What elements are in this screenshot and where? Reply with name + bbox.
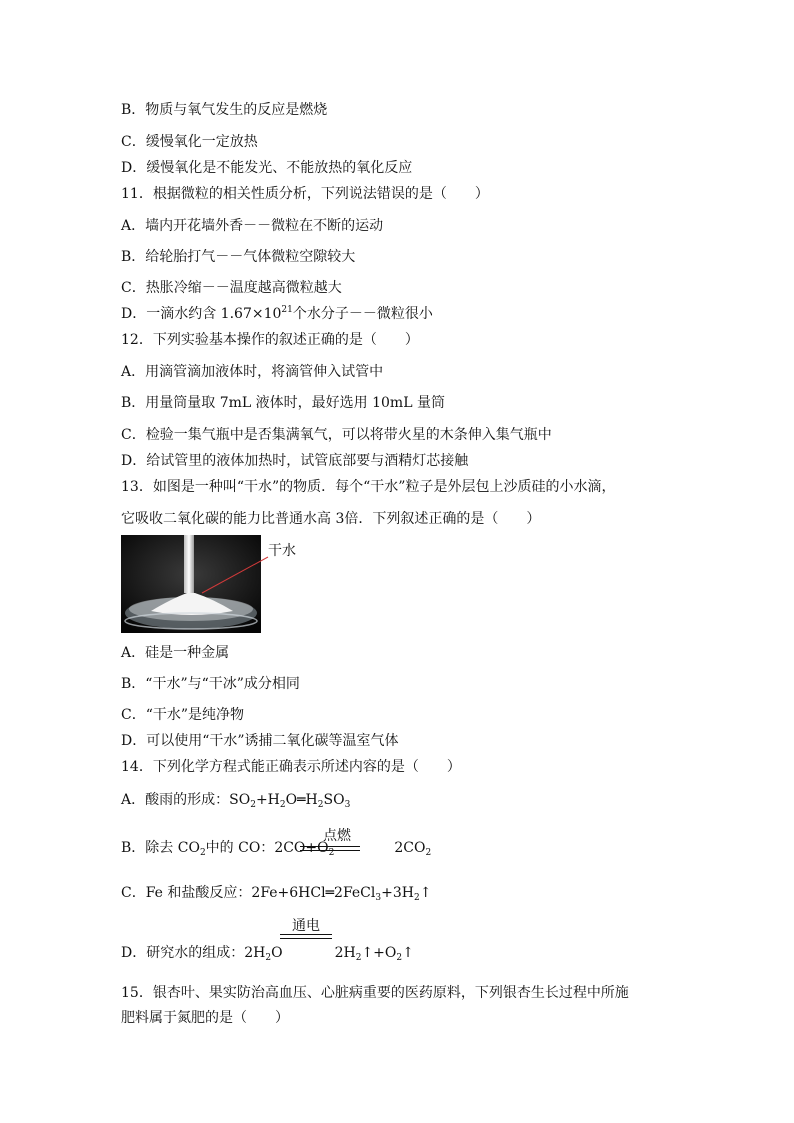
q14a-equation: $SO_2+H_2O═H_2SO_3$ (229, 792, 351, 810)
q12-option-c: C．检验一集气瓶中是否集满氧气，可以将带火星的木条伸入集气瓶中 (121, 427, 552, 443)
q13-option-d: D．可以使用“干水”诱捕二氧化碳等温室气体 (121, 733, 399, 749)
q14-option-b (121, 838, 431, 858)
q14d-reactant: $2H_2O$ (244, 945, 283, 963)
q14d-condition: 通电 (292, 918, 320, 934)
q13-option-b: B．“干水”与“干冰”成分相同 (121, 676, 300, 692)
photo-label: 干水 (268, 543, 296, 559)
q14d-label: D．研究水的组成： (121, 945, 245, 961)
q14-option-c (121, 883, 431, 903)
q14a-label: A．酸雨的形成： (121, 792, 230, 808)
q12-option-b: B．用量筒量取 7mL 液体时，最好选用 10mL 量筒 (121, 395, 445, 411)
q14c-label: C．Fe 和盐酸反应： (121, 885, 252, 901)
q11d-exponent: 21 (281, 305, 293, 315)
q14b-condition: 点燃 (323, 828, 351, 844)
q11-option-d (121, 304, 433, 324)
q14b-reactants: $2CO+O_2$ (274, 840, 335, 858)
label-pointer-line (200, 555, 270, 595)
question-14: 14．下列化学方程式能正确表示所述内容的是（ ） (121, 759, 461, 775)
question-13-line2: 它吸收二氧化碳的能力比普通水高 3倍．下列叙述正确的是（ ） (121, 511, 541, 527)
question-15-line2: 肥料属于氮肥的是（ ） (121, 1010, 289, 1026)
option-c-text: C．缓慢氧化一定放热 (121, 134, 258, 150)
q13-option-a: A．硅是一种金属 (121, 645, 230, 661)
question-15-line1: 15．银杏叶、果实防治高血压、心脏病重要的医药原料，下列银杏生长过程中所施 (121, 985, 629, 1001)
option-b-text: B．物质与氧气发生的反应是燃烧 (121, 102, 328, 118)
q12-option-a: A．用滴管滴加液体时，将滴管伸入试管中 (121, 364, 384, 380)
q11-option-b: B．给轮胎打气－－气体微粒空隙较大 (121, 249, 356, 265)
option-d-text: D．缓慢氧化是不能发光、不能放热的氧化反应 (121, 160, 413, 176)
q13-option-c: C．“干水”是纯净物 (121, 707, 245, 723)
q14c-equation: $2Fe+6HCl═2FeCl_3+3H_2↑$ (251, 885, 432, 903)
q11-option-c: C．热胀冷缩－－温度越高微粒越大 (121, 280, 342, 296)
question-13-line1: 13．如图是一种叫“干水”的物质．每个“干水”粒子是外层包上沙质硅的小水滴， (121, 479, 616, 495)
q14-option-d (121, 943, 414, 963)
question-12: 12．下列实验基本操作的叙述正确的是（ ） (121, 332, 419, 348)
q14b-sub: 2 (199, 848, 206, 858)
q14d-products: $2H_2↑+O_2↑$ (334, 945, 414, 963)
q12-option-d: D．给试管里的液体加热时，试管底部要与酒精灯芯接触 (121, 453, 469, 469)
q11d-post: 个水分子－－微粒很小 (292, 306, 433, 322)
q14b-products: $2CO_2$ (394, 840, 432, 858)
q14-option-a (121, 790, 350, 810)
question-11: 11．根据微粒的相关性质分析，下列说法错误的是（ ） (121, 186, 489, 202)
q14b-mid: 中的 CO： (205, 840, 275, 856)
q14b-double-line (300, 846, 360, 851)
q14d-double-line (280, 934, 332, 939)
q11-option-a: A．墙内开花墙外香－－微粒在不断的运动 (121, 218, 384, 234)
q11d-pre: D．一滴水约含 1.67×10 (121, 306, 282, 322)
q14b-label: B．除去 CO (121, 840, 200, 856)
